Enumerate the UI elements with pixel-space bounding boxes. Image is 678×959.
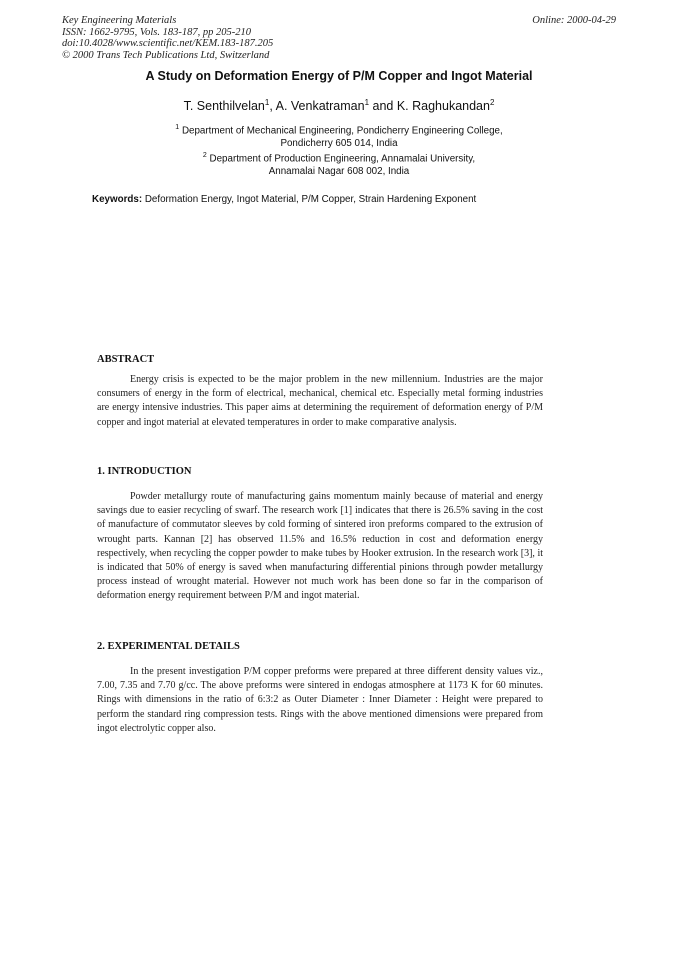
keywords-label: Keywords: <box>92 194 143 205</box>
paper-title: A Study on Deformation Energy of P/M Copper and Ingot Material <box>145 69 533 83</box>
affiliation-mark: 1 <box>175 124 180 131</box>
author-affiliation-mark: 2 <box>489 98 495 107</box>
abstract-paragraph: Energy crisis is expected to be the major problem in the new millennium. Industries are the major consumers of energy in the form of electrical, mechanical, chemical etc. Especially metal forming industries are energy intensive industries. This paper aims at determining the requirement of deformation energy of P/M copper and ingot material at elevated temperatures in order to make comparative analysis. <box>97 374 543 428</box>
author-name: A. Venkatraman <box>275 99 365 114</box>
author-affiliation-mark: 1 <box>264 98 270 107</box>
copyright-line: © 2000 Trans Tech Publications Ltd, Switzerland <box>62 49 270 61</box>
author-list <box>0 98 678 113</box>
author-name: K. Raghukandan <box>396 99 490 114</box>
introduction-heading: 1. INTRODUCTION <box>97 466 192 477</box>
abstract-heading: ABSTRACT <box>97 354 155 365</box>
journal-name: Key Engineering Materials <box>62 15 177 26</box>
doi-line: doi:10.4028/www.scientific.net/KEM.183-187.205 <box>62 38 274 49</box>
author-separator: and <box>369 99 397 114</box>
author-separator: , <box>269 99 276 114</box>
affiliation-1 <box>0 122 678 150</box>
experimental-paragraph: In the present investigation P/M copper preforms were prepared at three different density values viz., 7.00, 7.35 and 7.70 g/cc. The above preforms were sintered in endogas atmosphere at 1173 K for 60 minutes. Rings with dimensions in the ratio of 6:3:2 as Outer Diameter : Inner Diameter : Height were prepared to perform the standard ring compression tests. Rings with the above mentioned dimensions were prepared from ingot electrolytic copper also. <box>97 666 543 734</box>
affiliation-2 <box>0 150 678 178</box>
introduction-paragraph: Powder metallurgy route of manufacturing gains momentum mainly because of material and energy savings due to easier recycling of swarf. The research work [1] indicates that there is 26.5% saving in the cost of manufacture of commutator sleeves by cold forming of sintered iron preforms compared to the extrusion of wrought parts. Kannan [2] has observed 11.5% and 16.5% reduction in cost and deformation energy respectively, when recycling the copper powder to make tubes by Hooker extrusion. In the research work [3], it is indicated that 50% of energy is saved when manufacturing differential pinions through powder metallurgy process instead of wrought material. However not much work has been done so far in the comparison of deformation energy requirement between P/M and ingot material. <box>97 491 543 602</box>
experimental-heading: 2. EXPERIMENTAL DETAILS <box>97 641 240 652</box>
affiliation-mark: 2 <box>202 152 207 159</box>
keywords-text: Deformation Energy, Ingot Material, P/M Copper, Strain Hardening Exponent <box>144 194 477 205</box>
online-date: Online: 2000-04-29 <box>532 15 616 26</box>
affiliation-line: Pondicherry 605 014, India <box>280 137 398 149</box>
author-affiliation-mark: 1 <box>364 98 370 107</box>
issn-line: ISSN: 1662-9795, Vols. 183-187, pp 205-210 <box>62 26 251 38</box>
author-name: T. Senthilvelan <box>183 99 265 114</box>
publication-info <box>62 15 273 61</box>
affiliation-line: Department of Production Engineering, Annamalai University, <box>209 153 476 165</box>
affiliation-line: Department of Mechanical Engineering, Pondicherry Engineering College, <box>181 125 503 137</box>
keywords <box>92 194 476 205</box>
affiliation-line: Annamalai Nagar 608 002, India <box>268 165 410 177</box>
